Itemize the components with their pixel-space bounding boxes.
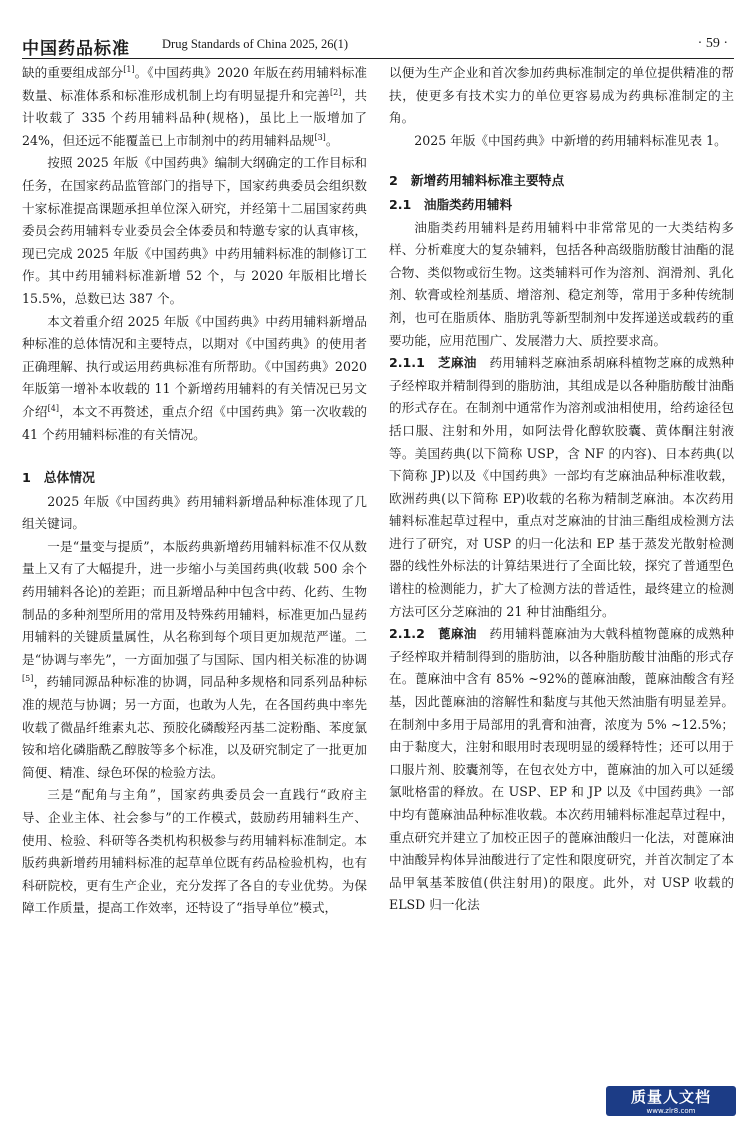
paragraph: 2025 年版《中国药典》中新增的药用辅料标准见表 1。	[414, 132, 727, 148]
paragraph: 以便为生产企业和首次参加药典标准制定的单位提供精准的帮扶，使更多有技术实力的单位更容易成为药典标准制定的主角。	[389, 65, 734, 126]
subsection-text: 药用辅料蓖麻油为大戟科植物蓖麻的成熟种子经榨取并精制得到的脂肪油，以各种脂肪酸甘油酯的形式存在。蓖麻油中含有 85% ~92%的蓖麻油酸，蓖麻油酸含有羟基，因此蓖麻油的溶解性和黏度与其他天然油脂有明显差异。在制剂中多用于局部用的乳膏和油膏，浓度为 5% ~12.5%；由于黏度大，注射和眼用时表现明显的缓释特性；还可以用于口服片剂、胶囊剂等，在包衣处方中，蓖麻油的加入可以延缓氯吡格雷的释放。在 USP、EP 和 JP 以及《中国药典》一部中均有蓖麻油品种标准收载。本次药用辅料标准起草过程中，重点研究并建立了加校正因子的蓖麻油酸归一化法，对蓖麻油中油酸异构体异油酸进行了定性和限度研究，并首次制定了本品甲氧基苯胺值(供注射用)的限度。此外，对 USP 收载的 ELSD 归一化法	[389, 626, 735, 913]
paragraph: 本文着重介绍 2025 年版《中国药典》中药用辅料新增品种标准的总体情况和主要特点，以期对《中国药典》的使用者正确理解、执行或运用药典标准有所帮助。《中国药典》2020 年版第一增补本收载的 11 个新增药用辅料的有关情况已另文介绍[4]，本文不再赘述，重点介绍《中国药典》第一次收载的 41 个药用辅料标准的有关情况。	[22, 313, 368, 442]
journal-title-en: Drug Standards of China 2025, 26(1)	[162, 37, 349, 51]
section-heading-1: 1 总体情况	[22, 471, 95, 487]
paragraph: 2025 年版《中国药典》药用辅料新增品种标准体现了几组关键词。	[22, 493, 367, 532]
subsection-2-1-2	[389, 623, 734, 917]
paragraph: 油脂类药用辅料是药用辅料中非常常见的一大类结构多样、分析难度大的复杂辅料，包括各种高级脂肪酸甘油酯的混合物、类似物或衍生物。这类辅料可作为溶剂、润滑剂、乳化剂、软膏或栓剂基质、增溶剂、稳定剂等，常用于多种传统制剂，也可在脂质体、脂肪乳等新型制剂中发挥递送或载药的重要功能，应用范围广、发展潜力大、质控要求高。	[389, 219, 734, 348]
watermark-url: www.zlr8.com	[646, 1107, 696, 1115]
subsection-heading-2-1: 2.1 油脂类药用辅料	[389, 196, 513, 212]
subsection-text: 药用辅料芝麻油系胡麻科植物芝麻的成熟种子经榨取并精制得到的脂肪油，其组成是以各种脂肪酸甘油酯的形式存在。在制剂中通常作为溶剂或油相使用，给药途径包括口服、注射和外用，如阿法骨化醇软胶囊、黄体酮注射液等。美国药典(以下简称 USP，含 NF 的内容)、日本药典(以下简称 JP)以及《中国药典》一部均有芝麻油品种标准收载，欧洲药典(以下简称 EP)收载的名称为精制芝麻油。本次药用辅料标准起草过程中，重点对芝麻油的甘油三酯组成检测方法进行了研究，对 USP 的归一化法和 EP 基于蒸发光散射检测器的线性外标法的计算结果进行了全面比较，探究了普通型色谱柱的检测能力，扩大了检测方法的普适性，最终建立的检测方法可区分芝麻油的 21 种甘油酯组分。	[389, 355, 735, 619]
subsection-title: 2.1.2 蓖麻油	[389, 626, 477, 642]
subsection-title: 2.1.1 芝麻油	[389, 355, 477, 371]
watermark-text: 质量人文档	[630, 1088, 711, 1106]
subsection-2-1-1	[389, 352, 734, 623]
watermark-logo	[606, 1086, 736, 1116]
paragraph: 一是“量变与提质”，本版药典新增药用辅料标准不仅从数量上又有了大幅提升，进一步缩小与美国药典(收载 500 余个药用辅料各论)的差距；而且新增品种中包含中药、化药、生物制品的多种剂型所用的常用及特殊药用辅料，标准更加凸显药用辅料的关键质量属性，从名称到每个项目更加规范严谨。二是“协调与率先”，一方面加强了与国际、国内相关标准的协调[5]，药辅同源品种标准的协调，同品种多规格和同系列品种标准的规范与协调；另一方面，也敢为人先，在各国药典中率先收载了微晶纤维素丸芯、预胶化磷酸羟丙基二淀粉酯、苯度氯铵和培化磷脂酰乙醇胺等多个标准，以及研究制定了一批更加简便、精准、绿色环保的检验方法。	[22, 538, 367, 780]
paragraph: 按照 2025 年版《中国药典》编制大纲确定的工作目标和任务，在国家药品监管部门的指导下，国家药典委员会组织数十家标准提高课题承担单位深入研究，并经第十二届国家药典委员会药用辅料专业委员会全体委员和特邀专家的认真审核，现已完成 2025 年版《中国药典》中药用辅料标准的制修订工作。其中药用辅料标准新增 52 个，与 2020 年版相比增长 15.5%，总数已达 387 个。	[22, 155, 367, 306]
right-column	[389, 62, 734, 917]
journal-title-cn: 中国药品标准	[22, 39, 130, 59]
page-header	[22, 32, 734, 59]
page-number: · 59 ·	[697, 36, 728, 51]
paragraph: 三是“配角与主角”，国家药典委员会一直践行“政府主导、企业主体、社会参与”的工作模式，鼓励药用辅料生产、使用、检验、科研等各类机构积极参与药用辅料标准制定。本版药典新增药用辅料标准的起草单位既有药品检验机构，也有科研院校，更有生产企业，充分发挥了各自的专业优势。为保障工作质量，提高工作效率，还特设了“指导单位”模式，	[22, 787, 367, 916]
paragraph: 缺的重要组成部分[1]。《中国药典》2020 年版在药用辅料标准数量、标准体系和标准形成机制上均有明显提升和完善[2]，共计收载了 335 个药用辅料品种(规格)，虽比上一版增加了 24%，但还远不能覆盖已上市制剂中的药用辅料品规[3]。	[22, 64, 368, 148]
left-column	[22, 62, 367, 920]
section-heading-2: 2 新增药用辅料标准主要特点	[389, 174, 565, 190]
